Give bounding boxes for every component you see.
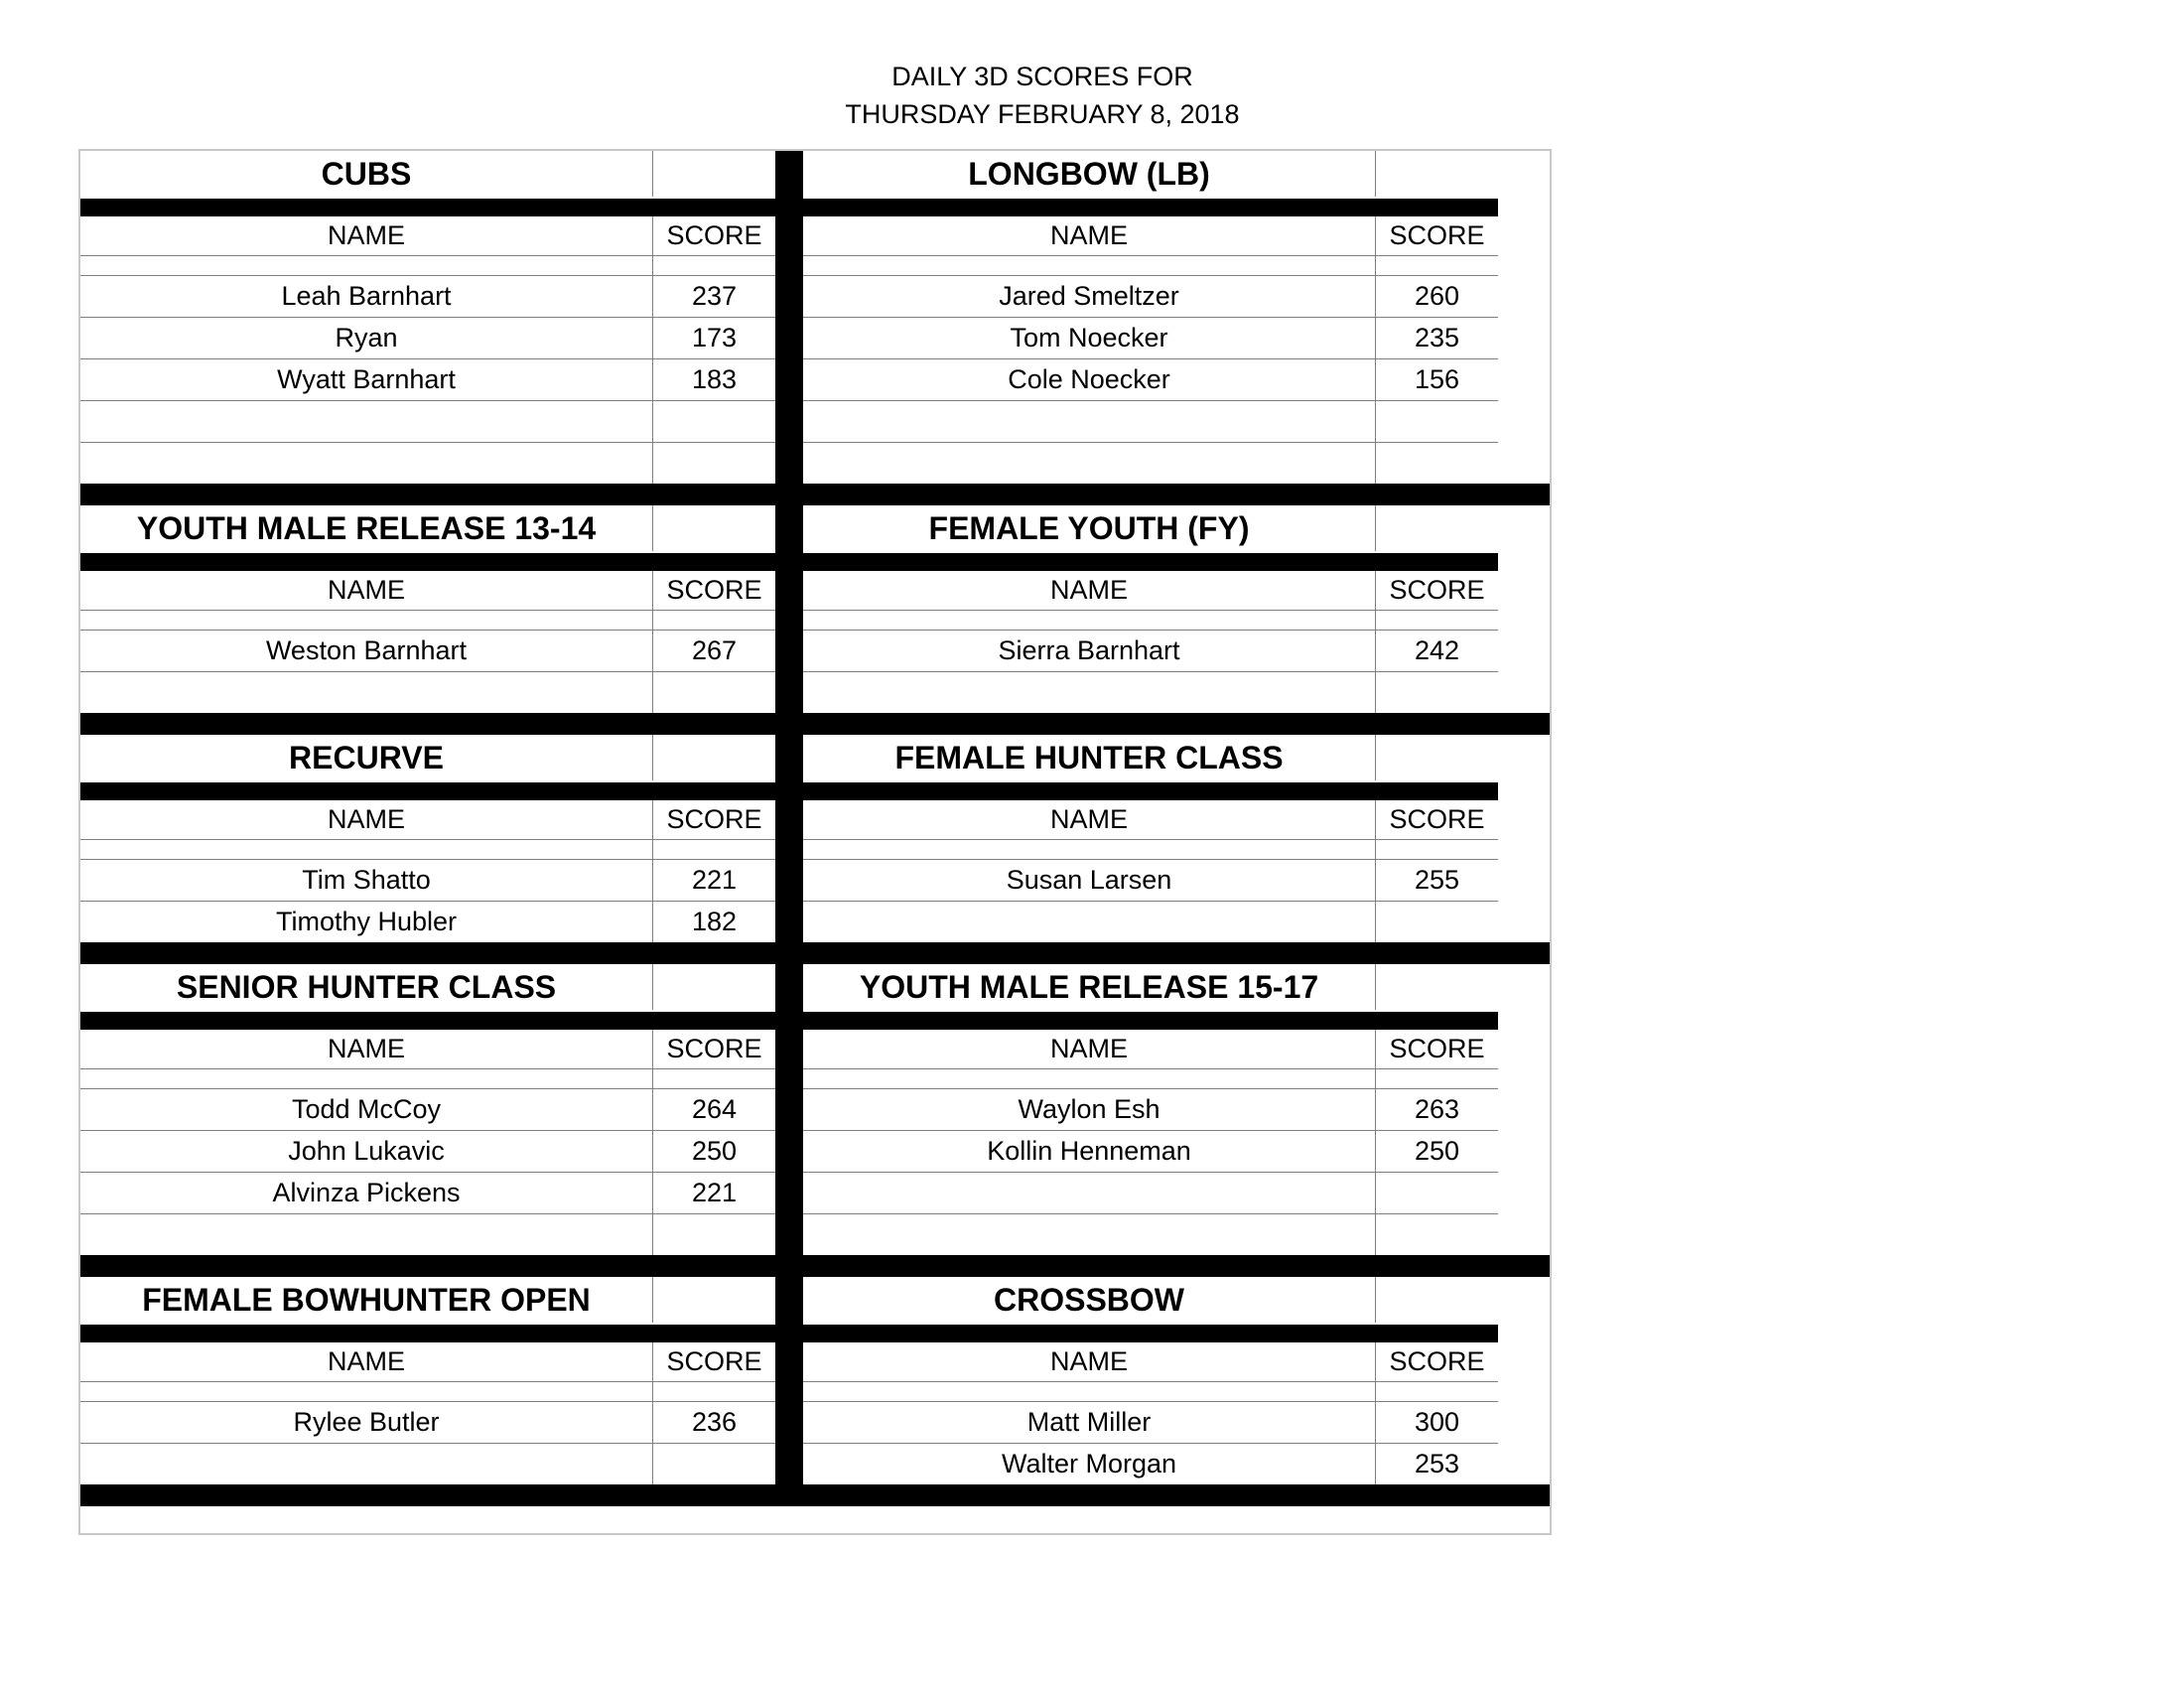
table-row bbox=[803, 902, 1498, 942]
column-header-row bbox=[80, 571, 775, 611]
name-column-label: NAME bbox=[803, 800, 1376, 839]
division-header bbox=[80, 151, 775, 197]
archer-name bbox=[803, 902, 1376, 942]
archer-name: Sierra Barnhart bbox=[803, 631, 1376, 671]
spacer-cell bbox=[653, 1382, 775, 1401]
header-blank-cell bbox=[1376, 964, 1498, 1010]
archer-name bbox=[80, 443, 653, 484]
division-header bbox=[80, 964, 775, 1010]
name-column-label: NAME bbox=[80, 1030, 653, 1068]
spacer-cell bbox=[803, 256, 1376, 275]
archer-score bbox=[1376, 1173, 1498, 1213]
table-row bbox=[80, 443, 775, 484]
column-header-row bbox=[803, 1030, 1498, 1069]
table-row bbox=[803, 276, 1498, 318]
archer-score bbox=[653, 443, 775, 484]
division-header bbox=[80, 505, 775, 551]
archer-score: 235 bbox=[1414, 323, 1460, 352]
section-row bbox=[80, 505, 1550, 713]
column-separator bbox=[775, 1277, 803, 1484]
table-row bbox=[80, 1402, 775, 1444]
header-line-1: DAILY 3D SCORES FOR bbox=[891, 62, 1193, 91]
table-row bbox=[803, 1214, 1498, 1255]
spacer-cell bbox=[653, 1069, 775, 1088]
spacer-cell bbox=[80, 840, 653, 859]
column-header-row bbox=[803, 571, 1498, 611]
header-blank-cell bbox=[653, 735, 775, 780]
archer-score bbox=[653, 1214, 775, 1255]
section-row bbox=[80, 151, 1550, 484]
header-blank-cell bbox=[1376, 151, 1498, 197]
score-column-label: SCORE bbox=[1389, 220, 1485, 250]
table-row bbox=[803, 443, 1498, 484]
archer-name: Ryan bbox=[80, 318, 653, 358]
division-title: RECURVE bbox=[80, 735, 653, 780]
archer-score: 250 bbox=[691, 1136, 738, 1166]
spacer-cell bbox=[803, 1382, 1376, 1401]
name-column-label: NAME bbox=[80, 800, 653, 839]
archer-name: Jared Smeltzer bbox=[803, 276, 1376, 317]
archer-name: Leah Barnhart bbox=[80, 276, 653, 317]
archer-name bbox=[80, 1214, 653, 1255]
archer-name: Tom Noecker bbox=[803, 318, 1376, 358]
header-blank-cell bbox=[653, 151, 775, 197]
column-separator bbox=[775, 505, 803, 713]
header-divider-bar bbox=[803, 1325, 1498, 1342]
archer-score: 264 bbox=[691, 1094, 738, 1124]
column-header-row bbox=[803, 800, 1498, 840]
division-block bbox=[803, 964, 1498, 1255]
archer-name: Matt Miller bbox=[803, 1402, 1376, 1443]
archer-score bbox=[653, 1444, 775, 1484]
name-column-label: NAME bbox=[803, 571, 1376, 610]
header-divider-bar bbox=[80, 1325, 775, 1342]
table-row bbox=[80, 1173, 775, 1214]
table-row bbox=[80, 1131, 775, 1173]
archer-name: Rylee Butler bbox=[80, 1402, 653, 1443]
table-row bbox=[80, 631, 775, 672]
table-row bbox=[803, 359, 1498, 401]
column-separator bbox=[775, 151, 803, 484]
spacer-row bbox=[80, 1069, 775, 1089]
archer-name bbox=[803, 1214, 1376, 1255]
division-block bbox=[80, 151, 775, 484]
spacer-cell bbox=[803, 840, 1376, 859]
table-row bbox=[803, 401, 1498, 443]
archer-score bbox=[1376, 1214, 1498, 1255]
archer-score bbox=[1376, 902, 1498, 942]
archer-name: Kollin Henneman bbox=[803, 1131, 1376, 1172]
division-title: FEMALE HUNTER CLASS bbox=[803, 735, 1376, 780]
spacer-cell bbox=[653, 256, 775, 275]
archer-score: 156 bbox=[1414, 364, 1460, 394]
archer-score bbox=[1376, 672, 1498, 713]
spacer-row bbox=[803, 611, 1498, 631]
header-blank-cell bbox=[1376, 505, 1498, 551]
spacer-cell bbox=[80, 611, 653, 630]
section-separator bbox=[80, 1255, 1550, 1277]
table-row bbox=[803, 1089, 1498, 1131]
scores-board bbox=[80, 151, 1550, 1506]
score-column-label: SCORE bbox=[666, 1034, 762, 1063]
archer-name bbox=[803, 443, 1376, 484]
name-column-label: NAME bbox=[80, 216, 653, 255]
score-column-label: SCORE bbox=[1389, 1346, 1485, 1376]
division-header bbox=[80, 1277, 775, 1323]
division-block bbox=[803, 505, 1498, 713]
archer-name: Todd McCoy bbox=[80, 1089, 653, 1130]
archer-name bbox=[803, 401, 1376, 442]
division-block bbox=[80, 1277, 775, 1484]
archer-name bbox=[80, 401, 653, 442]
archer-score: 253 bbox=[1414, 1449, 1460, 1478]
name-column-label: NAME bbox=[803, 216, 1376, 255]
section-separator bbox=[80, 713, 1550, 735]
header-blank-cell bbox=[653, 1277, 775, 1323]
table-frame-bottom bbox=[78, 1533, 1552, 1535]
table-row bbox=[80, 276, 775, 318]
section-row bbox=[80, 964, 1550, 1255]
spacer-cell bbox=[803, 1069, 1376, 1088]
spacer-cell bbox=[80, 1069, 653, 1088]
archer-score: 183 bbox=[691, 364, 738, 394]
division-title: YOUTH MALE RELEASE 13-14 bbox=[80, 505, 653, 551]
column-separator bbox=[775, 735, 803, 942]
header-blank-cell bbox=[653, 505, 775, 551]
division-header bbox=[803, 735, 1498, 780]
table-row bbox=[80, 672, 775, 713]
spacer-row bbox=[80, 840, 775, 860]
archer-name bbox=[80, 1444, 653, 1484]
spacer-row bbox=[80, 256, 775, 276]
header-blank-cell bbox=[653, 964, 775, 1010]
archer-score: 255 bbox=[1414, 865, 1460, 895]
division-title: CROSSBOW bbox=[803, 1277, 1376, 1323]
score-column-label: SCORE bbox=[666, 1346, 762, 1376]
header-divider-bar bbox=[80, 1012, 775, 1030]
archer-score: 300 bbox=[1414, 1407, 1460, 1437]
header-divider-bar bbox=[80, 199, 775, 216]
spacer-row bbox=[803, 1382, 1498, 1402]
section-row bbox=[80, 735, 1550, 942]
spacer-row bbox=[803, 840, 1498, 860]
header-divider-bar bbox=[803, 199, 1498, 216]
archer-score: 260 bbox=[1414, 281, 1460, 311]
archer-score: 267 bbox=[691, 635, 738, 665]
division-title: FEMALE YOUTH (FY) bbox=[803, 505, 1376, 551]
archer-score: 237 bbox=[691, 281, 738, 311]
score-column-label: SCORE bbox=[666, 575, 762, 605]
division-header bbox=[803, 964, 1498, 1010]
score-column-label: SCORE bbox=[666, 804, 762, 834]
header-blank-cell bbox=[1376, 1277, 1498, 1323]
archer-score: 182 bbox=[691, 907, 738, 936]
score-column-label: SCORE bbox=[1389, 575, 1485, 605]
table-row bbox=[803, 318, 1498, 359]
table-row bbox=[803, 860, 1498, 902]
division-block bbox=[80, 964, 775, 1255]
spacer-cell bbox=[1376, 1382, 1498, 1401]
table-frame-right bbox=[1550, 149, 1552, 1535]
spacer-cell bbox=[1376, 611, 1498, 630]
spacer-row bbox=[80, 1382, 775, 1402]
table-row bbox=[803, 1444, 1498, 1484]
name-column-label: NAME bbox=[803, 1342, 1376, 1381]
division-header bbox=[80, 735, 775, 780]
division-title: LONGBOW (LB) bbox=[803, 151, 1376, 197]
archer-score bbox=[1376, 401, 1498, 442]
table-row bbox=[80, 401, 775, 443]
section-separator bbox=[80, 942, 1550, 964]
archer-score: 236 bbox=[691, 1407, 738, 1437]
archer-name: Cole Noecker bbox=[803, 359, 1376, 400]
spacer-cell bbox=[80, 256, 653, 275]
header-blank-cell bbox=[1376, 735, 1498, 780]
spacer-cell bbox=[653, 611, 775, 630]
division-title: SENIOR HUNTER CLASS bbox=[80, 964, 653, 1010]
table-row bbox=[803, 672, 1498, 713]
header-divider-bar bbox=[803, 1012, 1498, 1030]
spacer-cell bbox=[803, 611, 1376, 630]
table-row bbox=[803, 1173, 1498, 1214]
spacer-cell bbox=[1376, 256, 1498, 275]
archer-name: Tim Shatto bbox=[80, 860, 653, 901]
archer-name: John Lukavic bbox=[80, 1131, 653, 1172]
section-separator bbox=[80, 1484, 1550, 1506]
name-column-label: NAME bbox=[803, 1030, 1376, 1068]
division-block bbox=[803, 1277, 1498, 1484]
name-column-label: NAME bbox=[80, 1342, 653, 1381]
archer-score: 242 bbox=[1414, 635, 1460, 665]
column-separator bbox=[775, 964, 803, 1255]
division-title: YOUTH MALE RELEASE 15-17 bbox=[803, 964, 1376, 1010]
spacer-cell bbox=[1376, 840, 1498, 859]
table-row bbox=[80, 359, 775, 401]
spacer-row bbox=[80, 611, 775, 631]
archer-score bbox=[653, 401, 775, 442]
division-header bbox=[803, 151, 1498, 197]
spacer-row bbox=[803, 256, 1498, 276]
archer-score: 221 bbox=[691, 865, 738, 895]
column-header-row bbox=[80, 800, 775, 840]
division-block bbox=[80, 735, 775, 942]
division-header bbox=[803, 1277, 1498, 1323]
column-header-row bbox=[80, 216, 775, 256]
column-header-row bbox=[80, 1342, 775, 1382]
table-row bbox=[803, 1131, 1498, 1173]
archer-name bbox=[803, 1173, 1376, 1213]
archer-name: Susan Larsen bbox=[803, 860, 1376, 901]
archer-name: Alvinza Pickens bbox=[80, 1173, 653, 1213]
table-row bbox=[803, 631, 1498, 672]
spacer-row bbox=[803, 1069, 1498, 1089]
archer-name: Weston Barnhart bbox=[80, 631, 653, 671]
score-column-label: SCORE bbox=[1389, 804, 1485, 834]
archer-name bbox=[803, 672, 1376, 713]
archer-name bbox=[80, 672, 653, 713]
archer-score: 250 bbox=[1414, 1136, 1460, 1166]
section-row bbox=[80, 1277, 1550, 1484]
name-column-label: NAME bbox=[80, 571, 653, 610]
archer-score bbox=[1376, 443, 1498, 484]
division-title: FEMALE BOWHUNTER OPEN bbox=[80, 1277, 653, 1323]
archer-score: 263 bbox=[1414, 1094, 1460, 1124]
document-header bbox=[0, 58, 2085, 133]
table-row bbox=[803, 1402, 1498, 1444]
division-header bbox=[803, 505, 1498, 551]
table-row bbox=[80, 1444, 775, 1484]
header-divider-bar bbox=[803, 782, 1498, 800]
archer-score: 173 bbox=[691, 323, 738, 352]
column-header-row bbox=[80, 1030, 775, 1069]
table-row bbox=[80, 860, 775, 902]
archer-score: 221 bbox=[691, 1178, 738, 1207]
archer-name: Walter Morgan bbox=[803, 1444, 1376, 1484]
table-row bbox=[80, 902, 775, 942]
spacer-cell bbox=[1376, 1069, 1498, 1088]
header-divider-bar bbox=[80, 553, 775, 571]
division-title: CUBS bbox=[80, 151, 653, 197]
table-row bbox=[80, 1214, 775, 1255]
column-header-row bbox=[803, 1342, 1498, 1382]
division-block bbox=[803, 151, 1498, 484]
archer-name: Waylon Esh bbox=[803, 1089, 1376, 1130]
table-row bbox=[80, 1089, 775, 1131]
header-divider-bar bbox=[80, 782, 775, 800]
section-separator bbox=[80, 484, 1550, 505]
archer-name: Timothy Hubler bbox=[80, 902, 653, 942]
table-row bbox=[80, 318, 775, 359]
division-block bbox=[80, 505, 775, 713]
column-header-row bbox=[803, 216, 1498, 256]
spacer-cell bbox=[80, 1382, 653, 1401]
division-block bbox=[803, 735, 1498, 942]
score-column-label: SCORE bbox=[1389, 1034, 1485, 1063]
spacer-cell bbox=[653, 840, 775, 859]
header-line-2: THURSDAY FEBRUARY 8, 2018 bbox=[845, 99, 1240, 129]
header-divider-bar bbox=[803, 553, 1498, 571]
score-column-label: SCORE bbox=[666, 220, 762, 250]
archer-name: Wyatt Barnhart bbox=[80, 359, 653, 400]
archer-score bbox=[653, 672, 775, 713]
